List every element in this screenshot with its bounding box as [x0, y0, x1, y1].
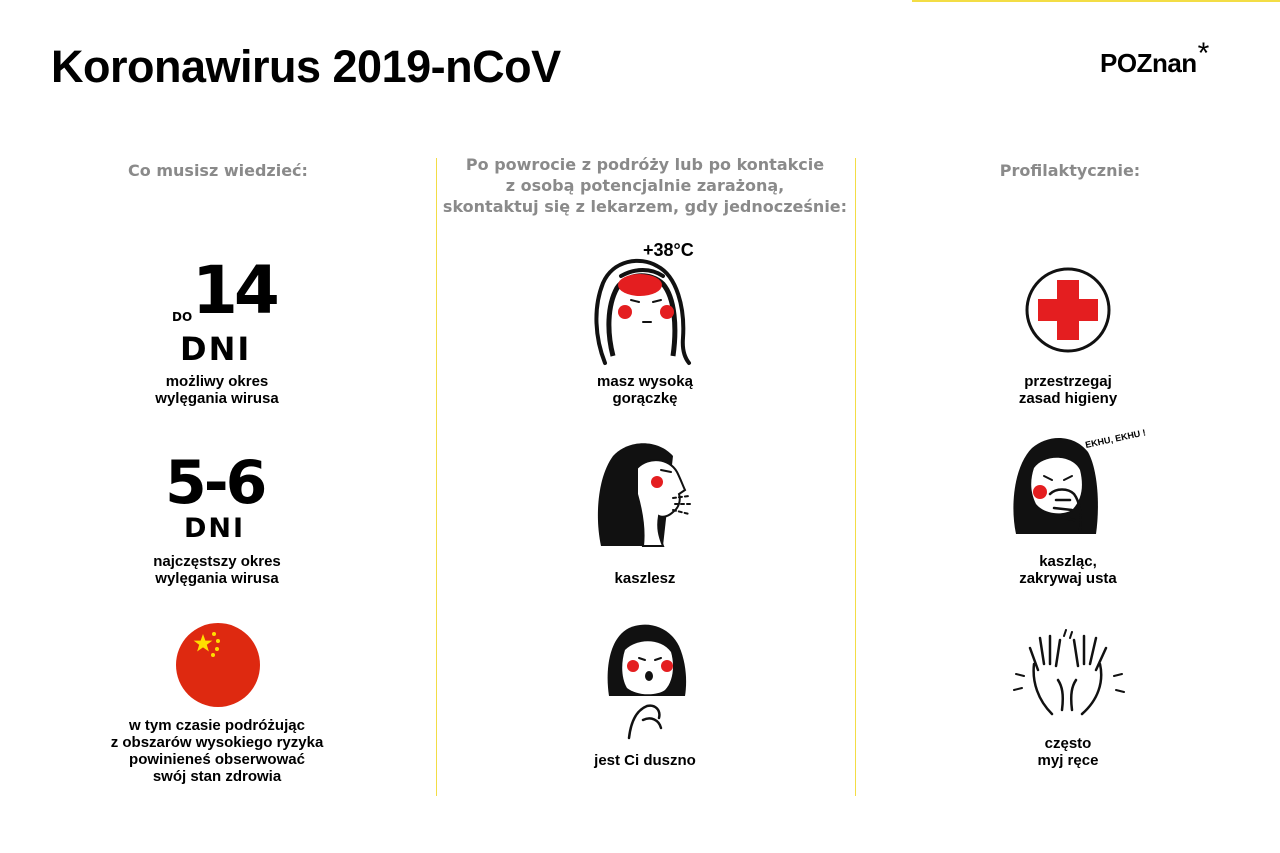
incubation-max-number: 14	[192, 252, 276, 329]
temperature-label: +38°C	[643, 240, 694, 260]
top-accent-line	[912, 0, 1280, 2]
poznan-logo	[1100, 37, 1209, 79]
cover-caption: kaszląc, zakrywaj usta	[1019, 553, 1117, 587]
incubation-typical-unit: DNI	[184, 513, 246, 544]
breath-caption: jest Ci duszno	[594, 752, 696, 769]
incubation-max-unit: DNI	[180, 330, 252, 368]
red-cross-icon	[1024, 266, 1112, 354]
china-flag-icon	[175, 622, 261, 708]
washing-hands-icon	[1008, 630, 1130, 720]
right-column-heading: Profilaktycznie:	[999, 161, 1141, 180]
num-prefix: DO	[172, 310, 193, 324]
incubation-typical-number: 5-6	[165, 448, 265, 518]
handwash-caption: często myj ręce	[1037, 735, 1099, 769]
logo-star: *	[1197, 37, 1209, 70]
coughing-woman-icon	[593, 438, 703, 550]
incubation-typical-caption: najczęstszy okres wylęgania wirusa	[153, 553, 281, 587]
column-divider-left	[436, 158, 437, 796]
hygiene-caption: przestrzegaj zasad higieny	[1018, 373, 1118, 407]
page-title: Koronawirus 2019-nCoV	[51, 41, 561, 92]
column-divider-right	[855, 158, 856, 796]
cough-caption: kaszlesz	[614, 570, 676, 587]
breathless-woman-icon	[603, 620, 689, 742]
logo-text: POZnan	[1100, 48, 1197, 78]
travel-caption: w tym czasie podróżując z obszarów wysokiego ryzyka powinieneś obserwować swój stan zdrowia	[110, 717, 324, 785]
middle-column-heading: Po powrocie z podróży lub po kontakcie z osobą potencjalnie zarażoną, skontaktuj się z lekarzem, gdy jednocześnie:	[442, 155, 848, 216]
fever-caption: masz wysoką gorączkę	[597, 373, 693, 407]
fever-woman-icon	[585, 238, 705, 366]
covering-mouth-icon	[1010, 427, 1147, 540]
incubation-max-caption: możliwy okres wylęgania wirusa	[155, 373, 279, 407]
cough-sound-label: EKHU, EKHU !	[1084, 427, 1147, 450]
left-column-heading: Co musisz wiedzieć:	[128, 161, 308, 180]
